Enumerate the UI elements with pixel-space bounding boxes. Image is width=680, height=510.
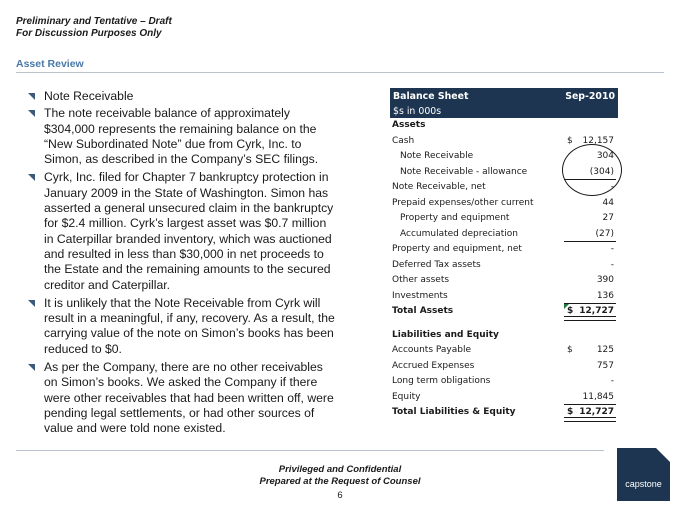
row-value: - bbox=[610, 244, 614, 254]
row-value: 27 bbox=[602, 213, 614, 223]
bullet-text: Cyrk, Inc. filed for Chapter 7 bankruptcy protection in January 2009 in the State of Washington. Simon has asserted a general unsecured claim in the bankruptcy for $2.4 million. Cyrk’s largest asset was $0.7 million in Caterpillar branded inventory, which was auctioned and resulted in less than $30,000 in net proceeds to the Estate and the remaining amounts to the secured creditor and Caterpillar. bbox=[44, 170, 334, 292]
highlight-ellipse bbox=[562, 144, 622, 196]
bullet-text: The note receivable balance of approximately $304,000 represents the remaining balance on the “New Subordinated Note” due from Cyrk, Inc. to Simon, as described in the Company’s SEC filings. bbox=[44, 106, 319, 167]
footer-line1: Privileged and Confidential bbox=[278, 464, 402, 475]
row-currency: $ bbox=[567, 306, 574, 316]
row-value: 12,727 bbox=[579, 407, 614, 417]
row-label: Deferred Tax assets bbox=[392, 259, 481, 270]
balance-sheet-title: Balance Sheet bbox=[393, 90, 469, 102]
table-row bbox=[390, 258, 618, 274]
row-value: (27) bbox=[595, 228, 614, 239]
bullet-marker-icon bbox=[28, 110, 35, 117]
row-label: Prepaid expenses/other current bbox=[392, 197, 534, 208]
row-label: Other assets bbox=[392, 275, 450, 285]
row-label: Accumulated depreciation bbox=[400, 228, 518, 239]
balance-sheet-table bbox=[390, 88, 618, 421]
top-divider bbox=[16, 72, 664, 73]
bottom-divider bbox=[16, 450, 604, 451]
confidential-footer bbox=[0, 464, 680, 488]
bullet-marker-icon bbox=[28, 300, 35, 307]
draft-header bbox=[16, 16, 172, 40]
total-assets-row bbox=[390, 304, 618, 320]
row-value: 390 bbox=[596, 275, 614, 285]
row-value: 44 bbox=[602, 197, 614, 208]
bullet-item bbox=[28, 170, 338, 292]
row-currency: $ bbox=[567, 345, 573, 355]
section-title: Asset Review bbox=[16, 58, 84, 70]
table-row bbox=[390, 273, 618, 289]
row-value: 757 bbox=[596, 360, 614, 371]
bullet-marker-icon bbox=[28, 364, 35, 371]
balance-sheet-header bbox=[390, 88, 618, 104]
capstone-logo bbox=[617, 448, 670, 501]
row-label: Total Assets bbox=[392, 306, 454, 316]
logo-text: capstone bbox=[625, 479, 662, 489]
balance-sheet-units: $s in 000s bbox=[390, 104, 618, 118]
bullet-item bbox=[28, 296, 338, 357]
liabilities-header: Liabilities and Equity bbox=[392, 329, 499, 340]
row-label: Investments bbox=[392, 290, 448, 301]
row-value: 12,157 bbox=[582, 135, 614, 146]
row-value: 125 bbox=[596, 345, 614, 355]
row-value: 136 bbox=[596, 290, 614, 301]
row-label: Note Receivable, net bbox=[392, 182, 486, 192]
row-value: - bbox=[610, 376, 614, 386]
row-label: Accrued Expenses bbox=[392, 360, 475, 371]
table-row bbox=[390, 227, 618, 243]
row-value: (304) bbox=[589, 166, 614, 177]
balance-sheet-period: Sep-2010 bbox=[565, 90, 615, 102]
row-label: Note Receivable - allowance bbox=[400, 166, 528, 177]
row-label: Equity bbox=[392, 391, 421, 402]
page-number: 6 bbox=[337, 490, 343, 501]
row-label: Property and equipment bbox=[400, 213, 510, 223]
table-row bbox=[390, 289, 618, 305]
assets-header-row bbox=[390, 118, 618, 134]
total-liabilities-row bbox=[390, 405, 618, 421]
bullet-text: As per the Company, there are no other receivables on Simon’s books. We asked the Company if there were other receivables that had been written off, were pending legal settlements, or had other sources of value and were told none existed. bbox=[44, 360, 334, 436]
row-currency: $ bbox=[567, 135, 573, 146]
bullet-text: It is unlikely that the Note Receivable from Cyrk will result in a meaningful, if any, recovery. As a result, the carrying value of the note on Simon’s books has been reduced to $0. bbox=[44, 295, 335, 356]
bullet-marker-icon bbox=[28, 93, 35, 100]
bullet-item bbox=[28, 89, 338, 104]
row-value: 304 bbox=[596, 151, 614, 161]
bullet-item bbox=[28, 360, 338, 436]
table-row bbox=[390, 211, 618, 227]
table-row bbox=[390, 359, 618, 375]
row-label: Property and equipment, net bbox=[392, 244, 522, 254]
bullet-list bbox=[28, 89, 338, 440]
row-label: Accounts Payable bbox=[392, 345, 472, 355]
liabilities-header-row bbox=[390, 328, 618, 344]
assets-header: Assets bbox=[392, 120, 426, 130]
logo-corner-icon bbox=[656, 448, 670, 462]
table-row bbox=[390, 196, 618, 212]
row-value: 12,727 bbox=[579, 306, 614, 316]
row-label: Total Liabilities & Equity bbox=[392, 407, 516, 417]
draft-header-line2: For Discussion Purposes Only bbox=[16, 28, 162, 39]
footer-line2: Prepared at the Request of Counsel bbox=[259, 476, 421, 487]
bullet-text: Note Receivable bbox=[44, 89, 134, 103]
row-value: 11,845 bbox=[582, 391, 614, 402]
row-label: Note Receivable bbox=[400, 151, 474, 161]
row-label: Long term obligations bbox=[392, 376, 491, 386]
row-currency: $ bbox=[567, 407, 574, 417]
draft-header-line1: Preliminary and Tentative – Draft bbox=[16, 16, 172, 27]
spacer bbox=[390, 320, 618, 328]
table-row bbox=[390, 374, 618, 390]
row-label: Cash bbox=[392, 135, 415, 146]
row-value: - bbox=[610, 259, 614, 270]
row-value: - bbox=[610, 182, 614, 192]
bullet-marker-icon bbox=[28, 174, 35, 181]
bullet-item bbox=[28, 106, 338, 167]
table-row bbox=[390, 390, 618, 406]
table-row bbox=[390, 242, 618, 258]
table-row bbox=[390, 343, 618, 359]
